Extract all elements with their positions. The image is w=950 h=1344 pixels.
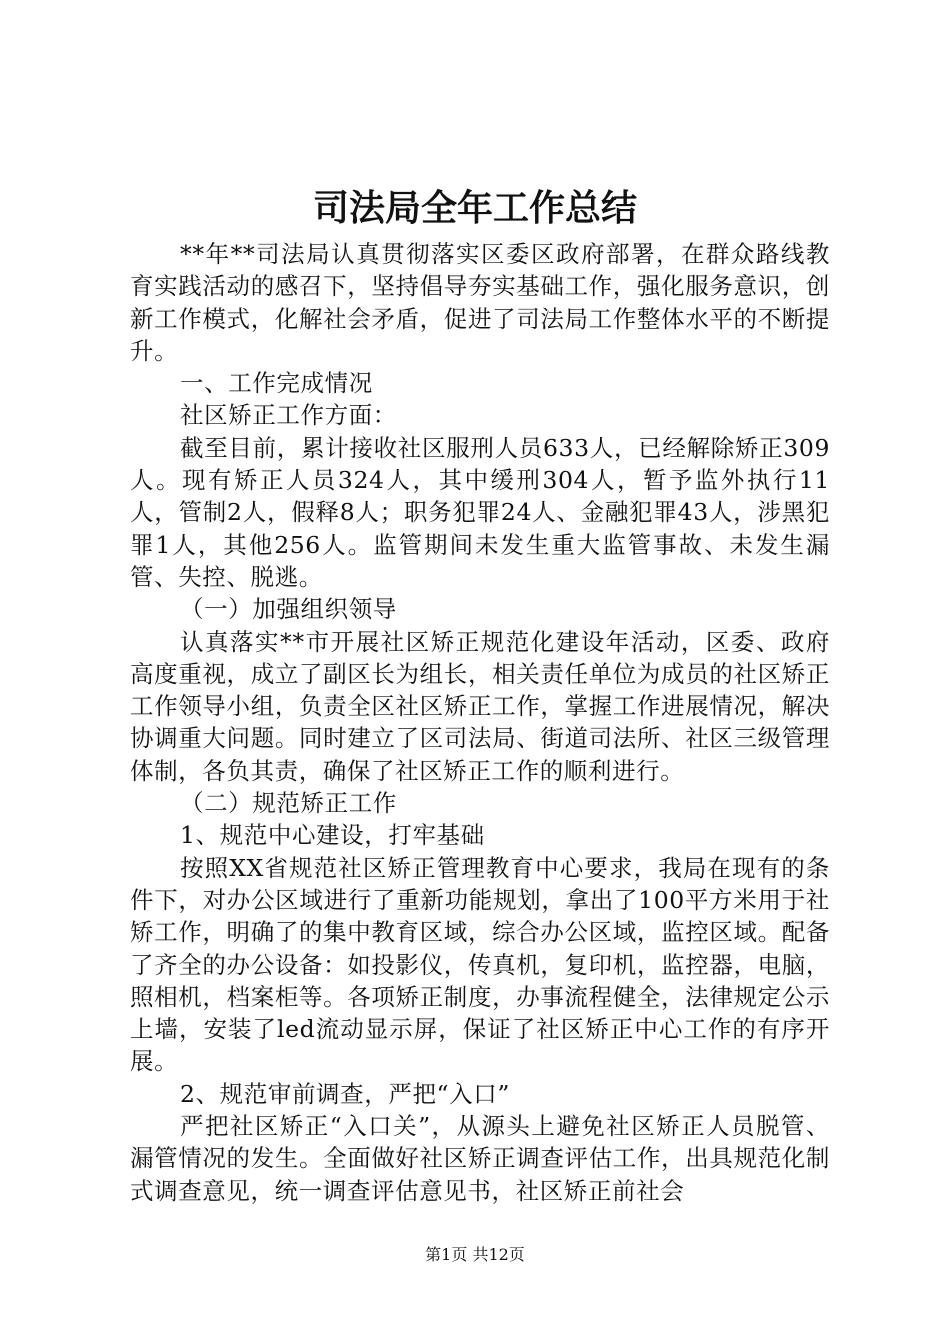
center-construction-paragraph: 按照XX省规范社区矫正管理教育中心要求，我局在现有的条件下，对办公区域进行了重新功能规划，拿出了100平方米用于社矫工作，明确了的集中教育区域，综合办公区域，监控区域。配备了齐全的办公设备：如投影仪，传真机，复印机，监控器，电脑，照相机，档案柜等。各项矫正制度，办事流程健全，法律规定公示上墙，安装了led流动显示屏，保证了社区矫正中心工作的有序开展。: [130, 853, 830, 1076]
intro-paragraph: **年**司法局认真贯彻落实区委区政府部署，在群众路线教育实践活动的感召下，坚持倡导夯实基础工作，强化服务意识，创新工作模式，化解社会矛盾，促进了司法局工作整体水平的不断提升。: [130, 240, 830, 365]
document-body: [130, 238, 830, 1207]
statistics-paragraph: 截至目前，累计接收社区服刑人员633人，已经解除矫正309人。现有矫正人员324人，其中缓刑304人，暂予监外执行11人，管制2人，假释8人；职务犯罪24人、金融犯罪43人，涉黑犯罪1人，其他256人。监管期间未发生重大监管事故、未发生漏管、失控、脱逃。: [130, 433, 830, 591]
heading-pretrial-investigation: 2、规范审前调查，严把“入口”: [180, 1079, 510, 1108]
organization-leadership-paragraph: 认真落实**市开展社区矫正规范化建设年活动，区委、政府高度重视，成立了副区长为组长，相关责任单位为成员的社区矫正工作领导小组，负责全区社区矫正工作，掌握工作进展情况，解决协调重大问题。同时建立了区司法局、街道司法所、社区三级管理体制，各负其责，确保了社区矫正工作的顺利进行。: [130, 627, 830, 785]
section-heading-work-completion: 一、工作完成情况: [180, 369, 373, 398]
heading-center-construction: 1、规范中心建设，打牢基础: [180, 821, 485, 850]
subsection-heading-community-correction: 社区矫正工作方面：: [180, 401, 397, 430]
pretrial-investigation-paragraph: 严把社区矫正“入口关”，从源头上避免社区矫正人员脱管、漏管情况的发生。全面做好社区矫正调查评估工作，出具规范化制式调查意见，统一调查评估意见书，社区矫正前社会: [130, 1112, 830, 1205]
heading-standardize-correction: （二）规范矫正工作: [180, 789, 397, 818]
page-title: 司法局全年工作总结: [312, 188, 637, 229]
page-footer: 第1页 共12页: [425, 1245, 525, 1264]
heading-organization-leadership: （一）加强组织领导: [180, 595, 397, 624]
